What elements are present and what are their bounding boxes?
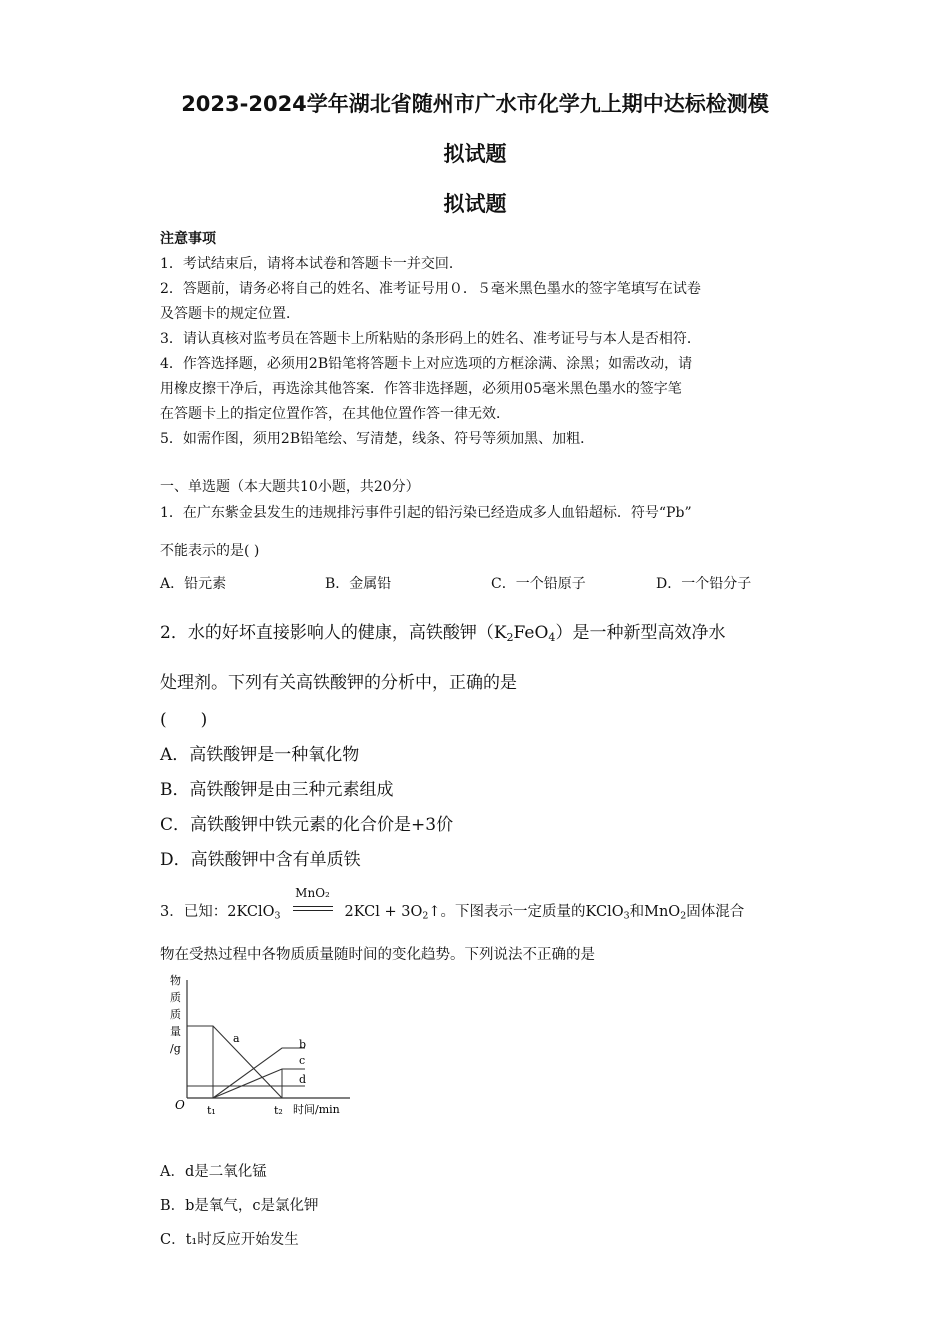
- reaction-condition: MnO₂: [291, 892, 335, 922]
- curve-label-a: a: [233, 1032, 240, 1045]
- q1-stem-line2: 不能表示的是( ): [160, 543, 260, 559]
- q3-stem-line2: 物在受热过程中各物质质量随时间的变化趋势。下列说法不正确的是: [160, 947, 595, 963]
- y-axis-label-char: 量: [170, 1025, 181, 1038]
- q2-option-c: C．高铁酸钾中铁元素的化合价是+3价: [160, 815, 454, 835]
- curve-label-c: c: [299, 1054, 306, 1067]
- section-heading: 一、单选题（本大题共10小题，共20分）: [160, 479, 420, 495]
- q2-option-a: A．高铁酸钾是一种氧化物: [160, 745, 360, 765]
- origin-label: O: [175, 1098, 185, 1112]
- q2-option-d: D．高铁酸钾中含有单质铁: [160, 850, 361, 870]
- notice-item: 及答题卡的规定位置．: [160, 306, 300, 322]
- q3-option-c: C．t₁时反应开始发生: [160, 1232, 299, 1248]
- q1-option-d: D．一个铅分子: [656, 576, 752, 592]
- exam-title-line3: 拟试题: [443, 192, 507, 216]
- x-axis-label: 时间/min: [293, 1103, 340, 1116]
- t2-label: t₂: [274, 1104, 283, 1117]
- exam-title-line2: 拟试题: [443, 142, 507, 166]
- q3-stem-line1: 3．已知：2KClO$_3$ MnO₂ $2KCl + 3O_2↑$。下图表示一定质量的KClO$_3$和MnO$_2$固体混合: [160, 886, 745, 922]
- notice-item: 5．如需作图，须用2B铅笔绘、写清楚，线条、符号等须加黑、加粗．: [160, 431, 595, 447]
- curve-b: [213, 1048, 305, 1098]
- q3-option-b: B．b是氧气，c是氯化钾: [160, 1198, 319, 1214]
- y-axis-label-char: 质: [170, 1008, 181, 1021]
- y-axis-label-char: 物: [170, 974, 181, 987]
- q1-stem-line1: 1．在广东紫金县发生的违规排污事件引起的铅污染已经造成多人血铅超标．符号“Pb”: [160, 505, 692, 521]
- t1-label: t₁: [207, 1104, 216, 1117]
- notice-item: 在答题卡上的指定位置作答，在其他位置作答一律无效．: [160, 406, 510, 422]
- notice-item: 2．答题前，请务必将自己的姓名、准考证号用０．５毫米黑色墨水的签字笔填写在试卷: [160, 281, 701, 297]
- q3-option-a: A．d是二氧化锰: [160, 1164, 267, 1180]
- notice-item: 1．考试结束后，请将本试卷和答题卡一并交回．: [160, 256, 463, 272]
- mass-time-graph: [160, 968, 360, 1118]
- notice-heading: 注意事项: [160, 231, 216, 247]
- notice-item: 3．请认真核对监考员在答题卡上所粘贴的条形码上的姓名、准考证号与本人是否相符．: [160, 331, 701, 347]
- q2-stem-line2: 处理剂。下列有关高铁酸钾的分析中，正确的是: [160, 673, 517, 693]
- q1-option-b: B．金属铅: [325, 576, 392, 592]
- q2-answer-blank: ( ): [160, 710, 208, 730]
- y-axis-label-char: /g: [170, 1042, 181, 1055]
- y-axis-label-char: 质: [170, 991, 181, 1004]
- curve-label-b: b: [299, 1038, 307, 1051]
- notice-item: 用橡皮擦干净后，再选涂其他答案．作答非选择题，必须用05毫米黑色墨水的签字笔: [160, 381, 682, 397]
- q2-stem-line1: 2．水的好坏直接影响人的健康，高铁酸钾$(K_2FeO_4)$是一种新型高效净水: [160, 623, 726, 644]
- q2-option-b: B．高铁酸钾是由三种元素组成: [160, 780, 394, 800]
- curve-label-d: d: [299, 1073, 307, 1086]
- q1-option-a: A．铅元素: [160, 576, 227, 592]
- notice-item: 4．作答选择题，必须用2B铅笔将答题卡上对应选项的方框涂满、涂黑；如需改动，请: [160, 356, 693, 372]
- exam-title-line1: 2023-2024学年湖北省随州市广水市化学九上期中达标检测模: [181, 92, 769, 116]
- q1-option-c: C．一个铅原子: [491, 576, 586, 592]
